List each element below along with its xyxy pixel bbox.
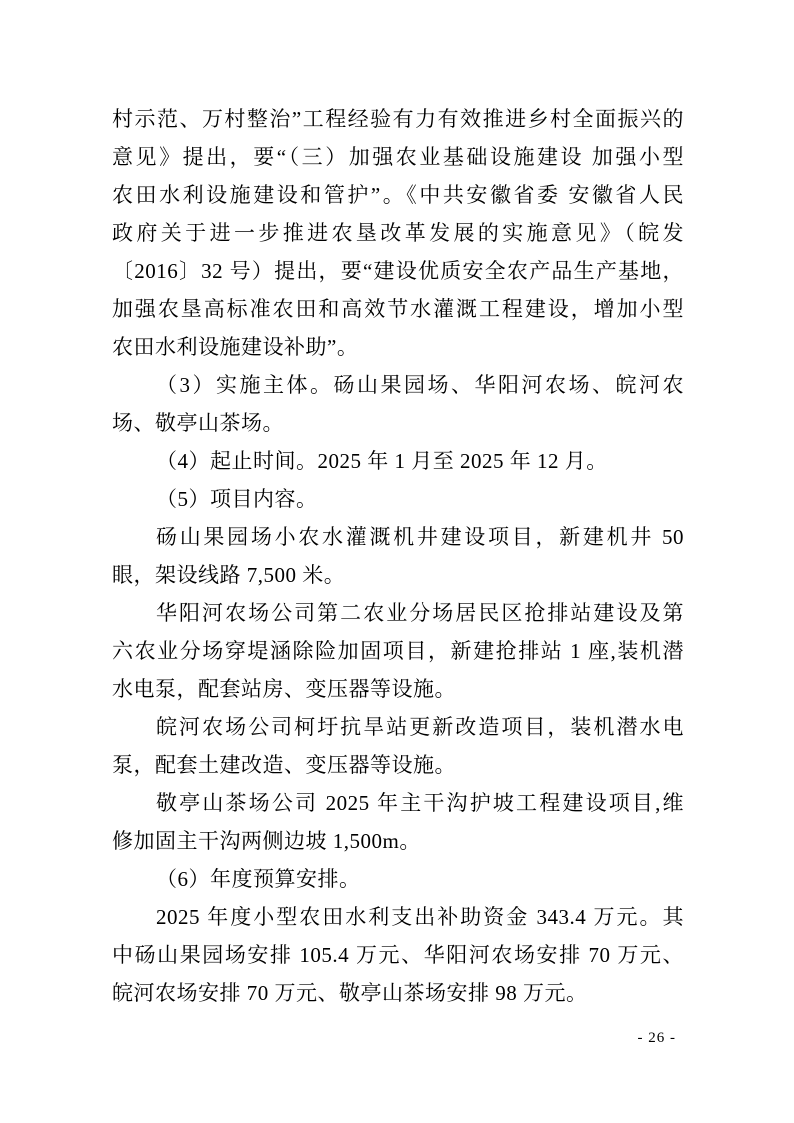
paragraph bbox=[112, 784, 684, 860]
text-line: 修加固主干沟两侧边坡 1,500m。 bbox=[112, 829, 421, 853]
paragraph bbox=[112, 594, 684, 708]
paragraph bbox=[112, 860, 684, 898]
text-line: 敬亭山茶场公司 2025 年主干沟护坡工程建设项目,维 bbox=[156, 791, 684, 815]
page-number: - 26 - bbox=[637, 1030, 676, 1046]
document-body bbox=[112, 100, 684, 1012]
text-line: 政府关于进一步推进农垦改革发展的实施意见》（皖发 bbox=[112, 221, 684, 245]
paragraph bbox=[112, 100, 684, 366]
text-line: 华阳河农场公司第二农业分场居民区抢排站建设及第 bbox=[156, 601, 684, 625]
text-line: （3）实施主体。砀山果园场、华阳河农场、皖河农 bbox=[156, 373, 684, 397]
text-line: 村示范、万村整治”工程经验有力有效推进乡村全面振兴的 bbox=[112, 107, 684, 131]
text-line: 加强农垦高标准农田和高效节水灌溉工程建设，增加小型 bbox=[112, 297, 684, 321]
paragraph bbox=[112, 518, 684, 594]
text-line: （4）起止时间。2025 年 1 月至 2025 年 12 月。 bbox=[156, 449, 608, 473]
text-line: 农田水利设施建设和管护”。《中共安徽省委 安徽省人民 bbox=[112, 183, 684, 207]
text-line: 中砀山果园场安排 105.4 万元、华阳河农场安排 70 万元、 bbox=[112, 943, 684, 967]
text-line: 泵，配套土建改造、变压器等设施。 bbox=[112, 753, 456, 777]
text-line: 水电泵，配套站房、变压器等设施。 bbox=[112, 677, 456, 701]
paragraph bbox=[112, 898, 684, 1012]
paragraph bbox=[112, 480, 684, 518]
text-line: 2025 年度小型农田水利支出补助资金 343.4 万元。其 bbox=[156, 905, 684, 929]
text-line: 皖河农场安排 70 万元、敬亭山茶场安排 98 万元。 bbox=[112, 981, 588, 1005]
text-line: （5）项目内容。 bbox=[156, 487, 318, 511]
text-line: 皖河农场公司柯圩抗旱站更新改造项目，装机潜水电 bbox=[156, 715, 684, 739]
paragraph bbox=[112, 708, 684, 784]
text-line: （6）年度预算安排。 bbox=[156, 867, 361, 891]
text-line: 〔2016〕32 号）提出，要“建设优质安全农产品生产基地， bbox=[112, 259, 684, 283]
text-line: 眼，架设线路 7,500 米。 bbox=[112, 563, 346, 587]
text-line: 意见》提出，要“（三）加强农业基础设施建设 加强小型 bbox=[112, 145, 684, 169]
paragraph bbox=[112, 366, 684, 442]
text-line: 农田水利设施建设补助”。 bbox=[112, 335, 359, 359]
text-line: 六农业分场穿堤涵除险加固项目，新建抢排站 1 座,装机潜 bbox=[112, 639, 684, 663]
paragraph bbox=[112, 442, 684, 480]
text-line: 砀山果园场小农水灌溉机井建设项目，新建机井 50 bbox=[156, 525, 684, 549]
text-line: 场、敬亭山茶场。 bbox=[112, 411, 284, 435]
